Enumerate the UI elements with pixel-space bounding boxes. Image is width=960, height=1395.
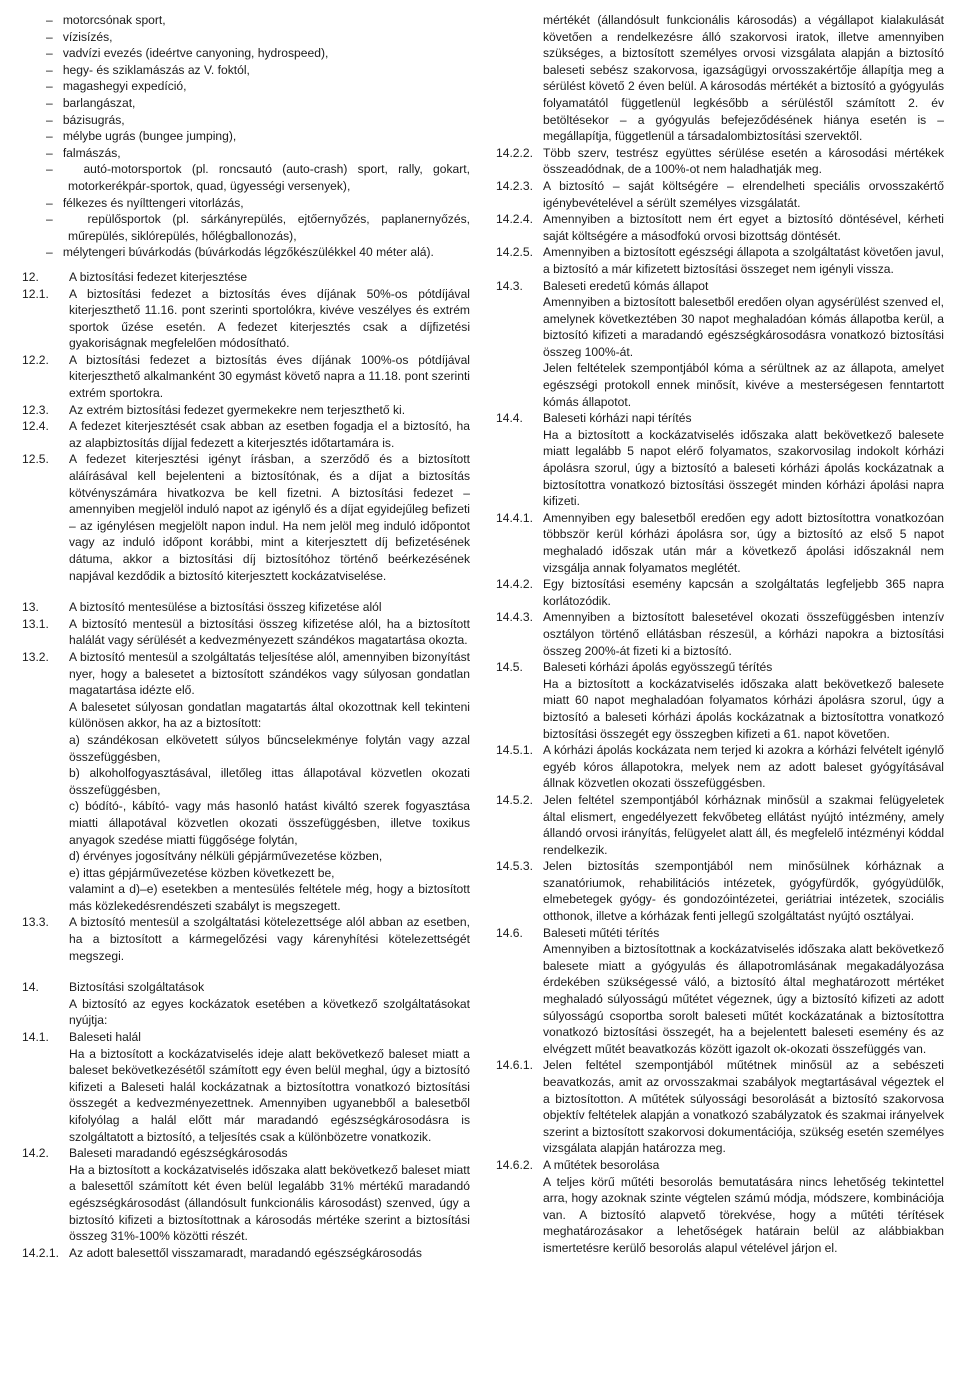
numbered-clause [22,599,470,616]
paragraph-text: c) bódító-, kábító- vagy más hasonló hatást kiváltó szerek fogyasztása miatti állapotával közvetlen okozati összefüggésben, illetve toxikus anyagok szedése miatti függősége folytán, [69,799,470,847]
clause-number: 14.2.5. [496,245,533,260]
dash-item-text: félkezes és nyílttengeri vitorlázás, [62,195,244,210]
dash-item-text: barlangászat, [62,95,136,110]
left-column [22,12,470,1261]
dash-bullet: – [46,145,63,160]
clause-number: 14.4. [496,411,523,426]
dash-bullet: – [46,29,63,44]
dash-bullet: – [46,79,63,94]
paragraph-text: A balesetet súlyosan gondatlan magatartás által okozottnak kell tekinteni különösen akkor, ha az a biztosított: [69,699,470,731]
clause-text: A biztosító – saját költségére – elrendelheti speciális orvosszakértő igénybevételével a sérült személyes vizsgálatát. [543,178,944,210]
dash-bullet: – [46,162,84,177]
numbered-clause [496,244,944,277]
clause-number: 14.4.2. [496,577,533,592]
clause-text: Egy biztosítási esemény kapcsán a szolgáltatás legfeljebb 365 napra korlátozódik. [543,577,944,608]
dash-list-item [22,195,470,212]
clause-paragraph [496,294,944,360]
dash-item-text: autó-motorsportok (pl. roncsautó (auto-crash) sport, rally, gokart, motorkerékpár-sportok, quad, ügyességi versenyek), [68,162,470,193]
numbered-clause [496,1157,944,1174]
clause-paragraph [22,765,470,798]
numbered-clause [496,278,944,295]
clause-number: 12.3. [22,402,49,417]
numbered-clause [496,792,944,858]
dash-item-text: hegy- és sziklamászás az V. foktól, [62,62,250,77]
clause-paragraph [22,848,470,865]
dash-bullet: – [46,13,63,27]
numbered-clause [496,858,944,924]
dash-bullet: – [46,245,63,260]
clause-text: A biztosító mentesülése a biztosítási összeg kifizetése alól [69,600,382,615]
clause-number: 14.6.2. [496,1157,533,1172]
dash-list-item [22,95,470,112]
dash-list-item [22,145,470,162]
dash-item-text: vadvízi evezés (ideértve canyoning, hydrospeed), [62,46,329,61]
section-spacer [22,964,470,979]
clause-number: 14.2.1. [22,1245,59,1260]
numbered-clause [22,979,470,996]
numbered-clause [22,402,470,419]
dash-item-text: repülősportok (pl. sárkányrepülés, ejtőernyőzés, paplanernyőzés, műrepülés, siklórepülés, hőlégballonozás), [68,212,470,243]
dash-bullet: – [46,95,63,110]
clause-number: 14.5. [496,660,523,675]
clause-paragraph [496,676,944,742]
dash-item-text: bázisugrás, [62,112,125,127]
paragraph-text: d) érvényes jogosítvány nélküli gépjárművezetése közben, [69,849,383,864]
dash-list-item [22,78,470,95]
clause-text: A kórházi ápolás kockázata nem terjed ki azokra a kórházi felvételt igénylő egyéb kóros állapotokra, melyek nem az adott baleset gyógyításával állnak közvetlen okozati összefüggésben. [543,743,944,791]
clause-number: 12.1. [22,286,49,301]
numbered-clause [22,1245,470,1262]
right-column [496,12,944,1257]
numbered-clause [496,211,944,244]
paragraph-text: b) alkoholfogyasztásával, illetőleg ittas állapotával közvetlen okozati összefüggésben, [69,766,470,797]
clause-text: Amennyiben a biztosított balesetével okozati összefüggésben intenzív osztályon történő ellátásban részesül, a kórházi napokra a biztosítási összeg 200%-át fizeti ki a biztosító. [543,610,944,658]
clause-text: Biztosítási szolgáltatások [69,980,205,995]
clause-paragraph [22,1046,470,1146]
clause-number: 14.2. [22,1146,49,1161]
dash-list-item [22,62,470,79]
clause-paragraph [22,732,470,765]
dash-bullet: – [46,62,63,77]
dash-list-item [22,211,470,244]
clause-text: A műtétek besorolása [543,1157,660,1172]
clause-paragraph [22,798,470,848]
section-spacer [22,261,470,269]
clause-text: Jelen biztosítás szempontjából nem minősülnek kórháznak a szanatóriumok, rehabilitációs intézetek, gyógyfürdők, gyógyüdülők, elmebetegek gyógy- és gondozóintézetei, geriátriai intézetek, szociális otthonok, illetve a kórházak fenti jellegű szolgáltatást nyújtó osztályai. [543,859,944,924]
paragraph-text: A biztosító az egyes kockázatok esetében a következő szolgáltatásokat nyújtja: [69,996,470,1028]
paragraph-text: A teljes körű műtéti besorolás bemutatására nincs lehetőség tekintettel arra, hogy azoknak szinte végtelen számú módja, módszere, kombinációja van. A biztosító alapvető törekvése, hogy a műtéti térítések meghatározásakor a lehetőségek határain belül az alábbiakban ismertetésre kerülő besorolás alapul vételével járjon el. [543,1174,944,1255]
numbered-clause [496,510,944,576]
clause-number: 14.2.4. [496,212,533,227]
clause-paragraph [496,427,944,510]
paragraph-text: Ha a biztosított a kockázatviselés időszaka alatt bekövetkező baleset miatt a balesettől számított két éven belül legalább 31% mértékű maradandó egészségkárosodást (állandósult funkcionális károsodást) szenved, úgy a biztosító kifizeti a biztosítottnak a károsodás mértéke szerint a biztosítási összeg 31%-100% közötti részét. [69,1162,470,1244]
clause-paragraph [22,865,470,882]
numbered-clause [22,1029,470,1046]
numbered-clause [496,145,944,178]
numbered-clause [22,286,470,352]
paragraph-text: Amennyiben a biztosított balesetből eredően olyan agysérülést szenved el, amelynek következtében 30 napot meghaladóan kómás állapotba kerül, a biztosító kifizeti a maradandó egészségkárosodásra vonatkozó biztosítási összeg 100%-át. [543,295,944,359]
clause-number: 12.4. [22,419,49,434]
dash-list-item [22,161,470,194]
numbered-clause [22,352,470,402]
clause-text: A biztosító mentesül a szolgáltatás teljesítése alól, amennyiben bizonyítást nyer, hogy a balesetet a biztosított szándékos vagy súlyosan gondatlan magatartása idézte elő. [69,649,470,698]
clause-text: Az extrém biztosítási fedezet gyermekekre nem terjeszthető ki. [69,402,406,417]
clause-number: 14.1. [22,1030,49,1045]
clause-paragraph [496,1174,944,1257]
paragraph-text: a) szándékosan elkövetett súlyos bűncselekménye folytán vagy azzal összefüggésben, [69,732,470,764]
clause-paragraph [496,941,944,1057]
numbered-clause [22,418,470,451]
paragraph-text: e) ittas gépjárművezetése közben következett be, [69,865,335,880]
numbered-clause [22,616,470,649]
clause-number: 12. [22,269,39,284]
dash-list-item [22,45,470,62]
dash-item-text: mélytengeri búvárkodás (búvárkodás légzőkészülékkel 40 méter alá). [62,245,434,260]
dash-item-text: vízisízés, [62,29,113,44]
paragraph-text: Jelen feltételek szempontjából kóma a sérültnek az az állapota, amelyet egészségi protokoll ennek minősít, kivéve a mesterségesen fenntartott kómás állapotot. [543,361,944,409]
dash-list-item [22,128,470,145]
numbered-clause [496,742,944,792]
clause-number: 14. [22,980,39,995]
clause-text: Jelen feltétel szempontjából kórháznak minősül a szakmai felügyeletek által elismert, engedélyezett fekvőbeteg ellátást nyújtó intézmény, amely állandó orvosi irányítás, felügyelet alatt áll, és megfelelő intézményi kóddal rendelkezik. [543,792,944,857]
paragraph-text: valamint a d)–e) esetekben a mentesülés feltétele még, hogy a biztosított más közlekedésrendészeti szabályt is megszegett. [69,882,470,913]
clause-text: A biztosítási fedezet a biztosítás éves díjának 50%-os pótdíjával kiterjeszthető 11.16. pont szerinti sportolókra, kivéve veszélyes és extrém sportok űzése esetén. A fedezet kiterjesztés csak a díjfizetési gyakoriságnak megfelelően módosítható. [69,286,470,351]
clause-text: Baleseti kórházi ápolás egyösszegű térítés [543,660,773,675]
clause-number: 14.4.1. [496,510,533,525]
section-spacer [22,584,470,599]
clause-text: A biztosító mentesül a szolgáltatási kötelezettsége alól abban az esetben, ha a biztosított a kármegelőzési vagy kárenyhítési kötelezettségét megszegi. [69,915,470,963]
clause-text: Baleseti műtéti térítés [543,925,660,940]
numbered-clause [496,659,944,676]
numbered-clause [22,914,470,964]
dash-list-item [22,112,470,129]
clause-text: A fedezet kiterjesztését csak abban az esetben fogadja el a biztosító, ha az alapbiztosítás díjjal fedezett a kiterjesztés időtartamára is. [69,419,470,450]
clause-text: Az adott balesettől visszamaradt, maradandó egészségkárosodás [69,1245,422,1260]
clause-number: 12.2. [22,352,49,367]
clause-text: Amennyiben a biztosított nem ért egyet a biztosító döntésével, kérheti saját költségére a másodfokú orvosi bizottság döntését. [543,212,944,243]
dash-list-item [22,29,470,46]
clause-number: 14.4.3. [496,610,533,625]
clause-text: Amennyiben egy balesetből eredően egy adott biztosítottra vonatkozóan többször kerül kórházi ápolásra sor, úgy a biztosító az első 5 napot meghaladó időszak után már a következő ápolási időszaknál nem vizsgálja annak folyamatos meglétét. [543,510,944,575]
clause-paragraph [22,996,470,1029]
clause-text: Jelen feltétel szempontjából műtétnek minősül az a sebészeti beavatkozás, amit az orvosszakmai szabályok megtartásával végeztek el a biztosítotton. A műtétek súlyossági besorolását a biztosító szakorvosa objektív feltételek alapján a vonatkozó szabályzatok és szakmai irányelvek szerint a biztosított szakorvosi dokumentációja, szükség esetén személyes vizsgálata alapján határozza meg. [543,1058,944,1156]
paragraph-text: Amennyiben a biztosítottnak a kockázatviselés időszaka alatt bekövetkező balesete miatt a gyógyulás és állapotromlásának megakadályozása érdekében szükségessé váló, a biztosító által meghatározott mértéket meghaladó súlyosságú műtétet végeznek, úgy a biztosító kifizeti az adott súlyosságú csoportba sorolt baleseti műtét kockázatának a biztosítottra vonatkozó biztosítási összegét, ha a bejelentett baleseti esemény és az elvégzett műtét beavatkozás között igazolt ok-okozati összefüggés van. [543,942,944,1056]
dash-item-text: motorcsónak sport, [62,13,166,27]
clause-number: 14.3. [496,278,523,293]
clause-number: 13.2. [22,649,49,664]
numbered-clause [496,609,944,659]
dash-bullet: – [46,46,63,61]
clause-text: Baleseti eredetű kómás állapot [543,278,709,293]
dash-list-item [22,12,470,29]
dash-bullet: – [46,112,63,127]
dash-bullet: – [46,212,88,227]
clause-number: 14.5.3. [496,859,533,874]
numbered-clause [496,576,944,609]
clause-text: Baleseti halál [69,1030,141,1045]
clause-text: A biztosítási fedezet kiterjesztése [69,269,248,284]
clause-number: 12.5. [22,452,49,467]
clause-number: 14.6.1. [496,1058,533,1073]
clause-number: 13.3. [22,915,49,930]
dash-item-text: mélybe ugrás (bungee jumping), [62,129,237,144]
clause-text: A biztosító mentesül a biztosítási összeg kifizetése alól, ha a biztosított halálát vagy sérülését a kedvezményezett szándékos magatartása okozta. [69,616,470,648]
paragraph-text: Ha a biztosított a kockázatviselés ideje alatt bekövetkező baleset miatt a baleset bekövetkezésétől számított egy éven belül meghal, úgy a biztosító kifizeti a Baleseti halál kockázatnak a biztosítottra vonatkozó biztosítási összegét a kedvezményezettnek. Amennyiben ugyanebből a balesetből kifolyólag a halál előtt már maradandó egészségkárosodásra is szolgáltatott a biztosító, a teljesítés csak a különbözetre vonatkozik. [69,1046,470,1144]
numbered-clause [22,269,470,286]
numbered-clause [496,925,944,942]
numbered-clause [496,410,944,427]
dash-item-text: falmászás, [62,145,121,160]
clause-text: Baleseti maradandó egészségkárosodás [69,1146,288,1161]
paragraph-text: mértékét (állandósult funkcionális károsodás) a végállapot kialakulását követően a rendelkezésre álló szakorvosi iratok, illetve amennyiben szükséges, a biztosított személyes orvosi vizsgálata alapján a biztosító baleseti sebész szakorvosa, igazságügyi orvosszakértője állapítja meg a sérülést követő 2 éven belül. A károsodás mértékét a biztosító a gyógyulás folyamatától függetlenül legkésőbb a sérüléstől számított 2. év betöltésekor – a gyógyulás befejeződésének hiánya esetén is – megállapítja, függetlenül a társadalombiztosítási szervektől. [543,13,944,144]
clause-number: 14.5.1. [496,743,533,758]
clause-number: 14.6. [496,925,523,940]
clause-number: 13.1. [22,616,49,631]
dash-item-text: magashegyi expedíció, [62,79,187,94]
dash-bullet: – [46,129,63,144]
numbered-clause [496,178,944,211]
paragraph-text: Ha a biztosított a kockázatviselés időszaka alatt bekövetkező balesete miatt 60 napot meghaladóan folyamatos kórházi ápolásra szorul, úgy a biztosító a baleseti kórházi ápolás kockázatnak a biztosítottra vonatkozó biztosítási összegét egy összegben kifizeti a 61. napot követően. [543,676,944,741]
clause-paragraph [496,12,944,145]
clause-text: A biztosítási fedezet a biztosítás éves díjának 100%-os pótdíjával kiterjeszthető alkalmanként 30 egymást követő napra a 11.18. pont szerinti extrém sportokra. [69,352,470,401]
numbered-clause [22,649,470,699]
clause-text: Több szerv, testrész együttes sérülése esetén a károsodási mértékek összeadódnak, de a 100%-ot nem haladhatják meg. [543,145,944,177]
clause-paragraph [22,699,470,732]
clause-text: Baleseti kórházi napi térítés [543,411,692,426]
dash-list-item [22,244,470,261]
clause-paragraph [496,360,944,410]
numbered-clause [22,1145,470,1162]
numbered-clause [22,451,470,584]
numbered-clause [496,1057,944,1157]
clause-text: Amennyiben a biztosított egészségi állapota a szolgáltatást követően javul, a biztosító a már kifizetett biztosítási összeget nem igényli vissza. [543,245,944,276]
clause-paragraph [22,1162,470,1245]
clause-paragraph [22,881,470,914]
clause-number: 14.2.3. [496,178,533,193]
paragraph-text: Ha a biztosított a kockázatviselés időszaka alatt bekövetkező balesete miatt legalább 5 napot elérő folyamatos, szakorvosilag indokolt kórházi ápolásra szorul, úgy a biztosító a baleseti kórházi ápolás kockázatnak a biztosítottra vonatkozó biztosítási összegét minden kórházi ápolási napra kifizeti. [543,427,944,509]
clause-number: 14.2.2. [496,145,533,160]
clause-number: 14.5.2. [496,792,533,807]
dash-bullet: – [46,195,63,210]
clause-text: A fedezet kiterjesztési igényt írásban, a szerződő és a biztosított aláírásával kell bejelenteni a biztosítónak, és a díjat a biztosítás kötvényszámára hivatkozva be kell fizetni. A biztosítási fedezet – amennyiben megjelöl induló napot az igénylő és a díjat egyidejűleg befizeti – az igénylésen megjelölt napon indul. Ha nem jelöl meg induló időpontot vagy az induló időpont korábbi, mint a kiterjesztett díj befizetésének dátuma, akkor a biztosítási díj biztosítóhoz történő beérkezésének napjával kezdődik a biztosító kiterjesztett kockázatviselése. [69,452,470,583]
clause-number: 13. [22,600,39,615]
